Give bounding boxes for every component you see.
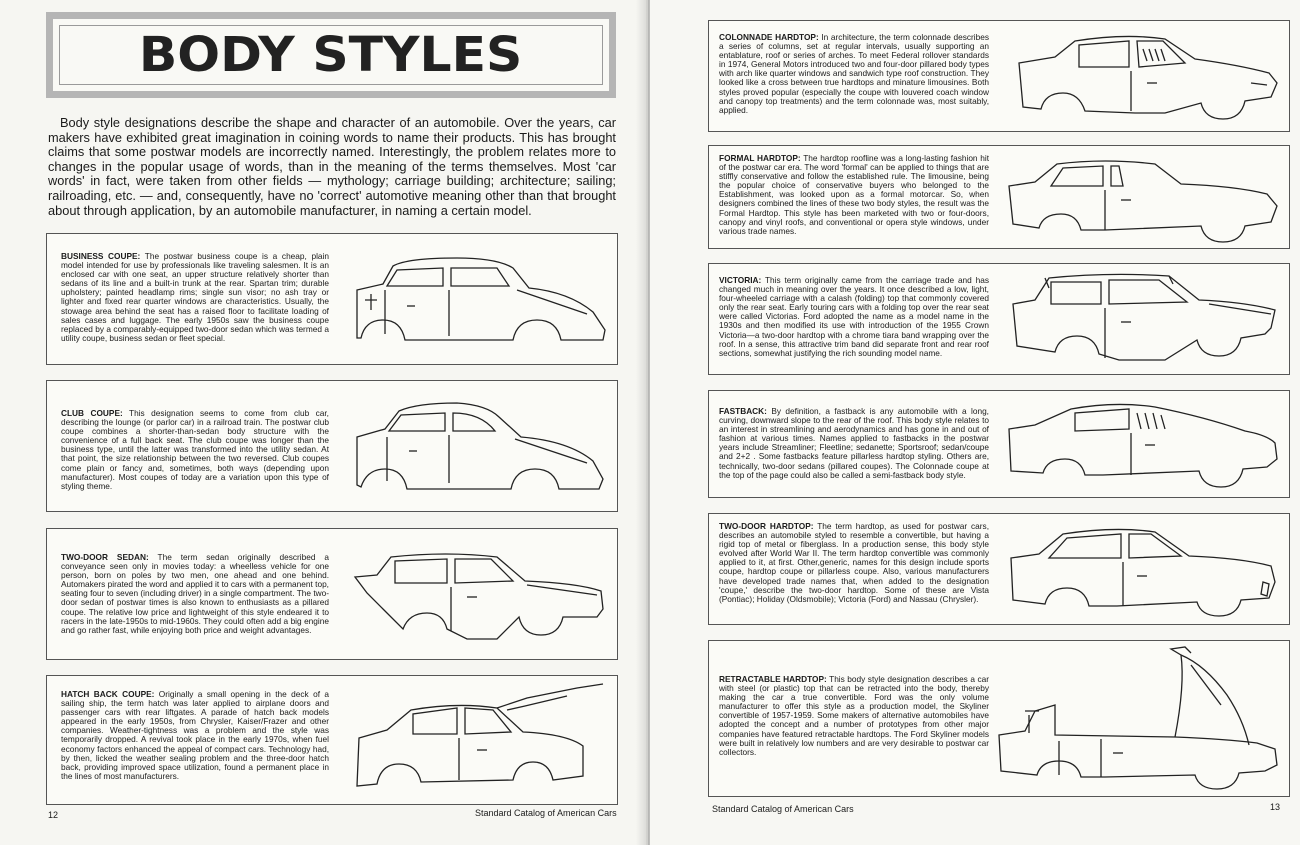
two-door-sedan-illustration — [347, 547, 609, 647]
entry-heading: FORMAL HARDTOP: — [719, 153, 801, 163]
entry-body: This term originally came from the carriage trade and has changed much in meaning over the years. It once described a low, light, four-wheeled carriage with a calash (folding) top that commonly covered only the rear seat. Early touring cars with a folding top over the rear seat were called Victorias. Ford adopted the name as a model name in the 1930s and then modified its use with introduction of the 1955 Crown Victoria—a two-door hardtop with a chrome tiara band wrapping over the roof. In a sense, this attractive trim band did separate front and rear roof sections, somewhat justifying the rich sounding model name. — [719, 275, 989, 358]
entry-heading: FASTBACK: — [719, 406, 767, 416]
title-box — [46, 12, 616, 98]
entry-body: The hardtop roofline was a long-lasting fashion hit of the postwar car era. The word 'formal' can be applied to things that are stiffly conservative and follow the established rule. The limousine, being the popular choice of conservative buyers who belonged to the Establishment, was looked upon as a formal motorcar. So, when designers combined the lines of these two body styles, the result was the Formal Hardtop. This style has been marketed with two or four-doors, canopy and vinyl roofs, and conventional or opera style windows, under various trade names. — [719, 153, 989, 236]
entry-colonnade-hardtop — [708, 20, 1290, 132]
right-page — [650, 0, 1300, 845]
entry-text — [61, 252, 329, 343]
entry-body: The postwar business coupe is a cheap, plain model intended for use by professionals like traveling salesmen. It is an enclosed car with one seat, an upper structure relatively shorter than sedans of its line and a built-in trunk at the rear. Spartan trim; durable upholstery; painted headlamp rims; single sun visor; no ash tray or lighter and fixed rear quarter windows are characteristics. Usually, the stowage area behind the seat has a raised floor to facilitate loading of sales cases and luggage. The early 1950s saw the business coupe replaced by a comparably-equipped two-door sedan which was termed a utility coupe, business sedan or fleet special. — [61, 251, 329, 343]
entry-hatch-back-coupe — [46, 675, 618, 805]
entry-fastback — [708, 390, 1290, 498]
entry-body: Originally a small opening in the deck of a sailing ship, the term hatch was later applied to airplane doors and passenger cars with rear liftgates. A parade of hatch back models appeared in the early 1950s, from Chrysler, Kaiser/Frazer and other companies. Weather-tightness was a problem and the style was temporarily dropped. A revival took place in the early 1970s, when fuel economy factors enhanced the appeal of compact cars. Technology had, by then, licked the weather sealing problem and the three-door hatch back, providing improved space utilization, found a permanent place in the lines of most manufacturers. — [61, 689, 329, 781]
entry-heading: TWO-DOOR SEDAN: — [61, 552, 149, 562]
entry-two-door-hardtop — [708, 513, 1290, 625]
entry-club-coupe — [46, 380, 618, 512]
fastback-illustration — [1005, 399, 1283, 493]
entry-text — [61, 553, 329, 635]
colonnade-hardtop-illustration — [1015, 31, 1283, 127]
hatch-back-coupe-illustration — [347, 680, 613, 798]
intro-paragraph: Body style designations describe the shape and character of an automobile. Over the years, car makers have exhibited great imagination in coining words to name their products. This has brought claims that some postwar models are incorrectly named. Interestingly, the problem relates more to changes in the popular usage of words, than in the meaning of the terms themselves. Most 'car words' in fact, were taken from other fields — mythology; carriage building; architecture; sailing; railroading, etc. — and, consequently, have no 'correct' automotive meaning other than that brought about through application, by an automobile manufacturer, in naming a certain model. — [48, 115, 616, 218]
footer-title: Standard Catalog of American Cars — [712, 804, 854, 814]
entry-heading: TWO-DOOR HARDTOP: — [719, 521, 814, 531]
formal-hardtop-illustration — [1005, 152, 1283, 244]
entry-text — [719, 407, 989, 480]
entry-text — [719, 675, 989, 757]
entry-text — [719, 33, 989, 115]
page-number: 12 — [48, 810, 59, 820]
entry-body: This designation seems to come from club car, describing the lounge (or parlor car) in a railroad train. The postwar club coupe combines a shorter-than-sedan body structure with the convenience of a full back seat. The club coupe was longer than the business type, until the latter was transformed into the utility sedan. At that point, the size relationship between the two reversed. Club coupes come plain or fancy and, sometimes, both ways (depending upon manufacturer). Most coupes of today are a variation upon this type of styling theme. — [61, 408, 329, 491]
entry-two-door-sedan — [46, 528, 618, 660]
entry-text — [61, 409, 329, 491]
entry-heading: CLUB COUPE: — [61, 408, 123, 418]
entry-formal-hardtop — [708, 145, 1290, 249]
entry-text — [719, 276, 989, 358]
victoria-illustration — [1009, 272, 1283, 368]
entry-heading: BUSINESS COUPE: — [61, 251, 141, 261]
entry-heading: RETRACTABLE HARDTOP: — [719, 674, 827, 684]
page-number: 13 — [1270, 802, 1281, 812]
entry-victoria — [708, 263, 1290, 375]
entry-heading: COLONNADE HARDTOP: — [719, 32, 819, 42]
entry-heading: HATCH BACK COUPE: — [61, 689, 155, 699]
club-coupe-illustration — [347, 397, 609, 497]
two-door-hardtop-illustration — [1005, 522, 1283, 618]
entry-body: By definition, a fastback is any automobile with a long, curving, downward slope to the rear of the roof. This body style relates to an interest in streamlining and aerodynamics and has gone in and out of fashion at various times. Names applied to fastbacks in the postwar years include Streamliner; Fleetline; sedanette; Sportsroof; sedan/coupe and 2+2 . Some fastbacks feature pillarless hardtop styling. Others are, technically, two-door sedans (pillared coupes). The Colonnade coupe at the top of the page could also be called a semi-fastback body style. — [719, 406, 989, 480]
business-coupe-illustration — [347, 250, 609, 350]
entry-retractable-hardtop — [708, 640, 1290, 797]
footer-title: Standard Catalog of American Cars — [475, 808, 617, 818]
entry-text — [719, 154, 989, 236]
entry-body: This body style designation describes a car with steel (or plastic) top that can be retracted into the body, thereby making the car a true convertible. Ford was the only volume manufacturer to offer this style as a production model, the Skyliner convertible of 1957-1959. Some makers of alternative automobiles have adopted the concept and a number of prototypes from other major companies have featured retractable hardtops. The Ford Skyliner models were built in relatively low numbers and are very desirable to postwar car collectors. — [719, 674, 989, 757]
retractable-hardtop-illustration — [995, 645, 1285, 793]
entry-heading: VICTORIA: — [719, 275, 762, 285]
entry-text — [61, 690, 329, 781]
left-page — [0, 0, 648, 845]
entry-text — [719, 522, 989, 604]
entry-business-coupe — [46, 233, 618, 365]
entry-body: The term hardtop, as used for postwar cars, describes an automobile styled to resemble a convertible, but having a rigid top of metal or fiberglass. In a production sense, this body style evolved after World War II. The term hardtop convertible was commonly applied to it, at first. Other,generic, names for this design include sports coupe, hardtop coupe or pillarless coupe. Also, various manufacturers have developed trade names that, when added to the designation 'coupe,' describe the two-door hardtop. Some of these are Vista (Pontiac); Holiday (Oldsmobile); Victoria (Ford) and Nassau (Chrysler). — [719, 521, 989, 604]
page-title: BODY STYLES — [139, 27, 523, 83]
entry-body: In architecture, the term colonnade describes a series of columns, set at regular intervals, usually supporting an entablature, roof or series of arches. To meet Federal rollover standards in 1974, General Motors introduced two and four-door pillared body types with arch like quarter windows and sandwich type roof construction. They looked like a cross between true hardtops and minature limousines. Both styles proved popular (especially the coupe with louvered coach window and canopy top treatments) and the term colonnade was, most suitably, applied. — [719, 32, 989, 115]
entry-body: The term sedan originally described a conveyance seen only in movies today: a wheelless vehicle for one person, born on poles by two men, one ahead and one behind. Automakers pirated the word and applied it to cars with a permanent top, seating four to seven (including driver) in a single compartment. The two-door sedan of postwar times is also known to enthusiasts as a pillared coupe. The relative low price and lightweight of this style endeared it to racers in the late-1950s to mid-1960s. They could often add a big engine and go rather fast, while enjoying both price and weight advantages. — [61, 552, 329, 635]
